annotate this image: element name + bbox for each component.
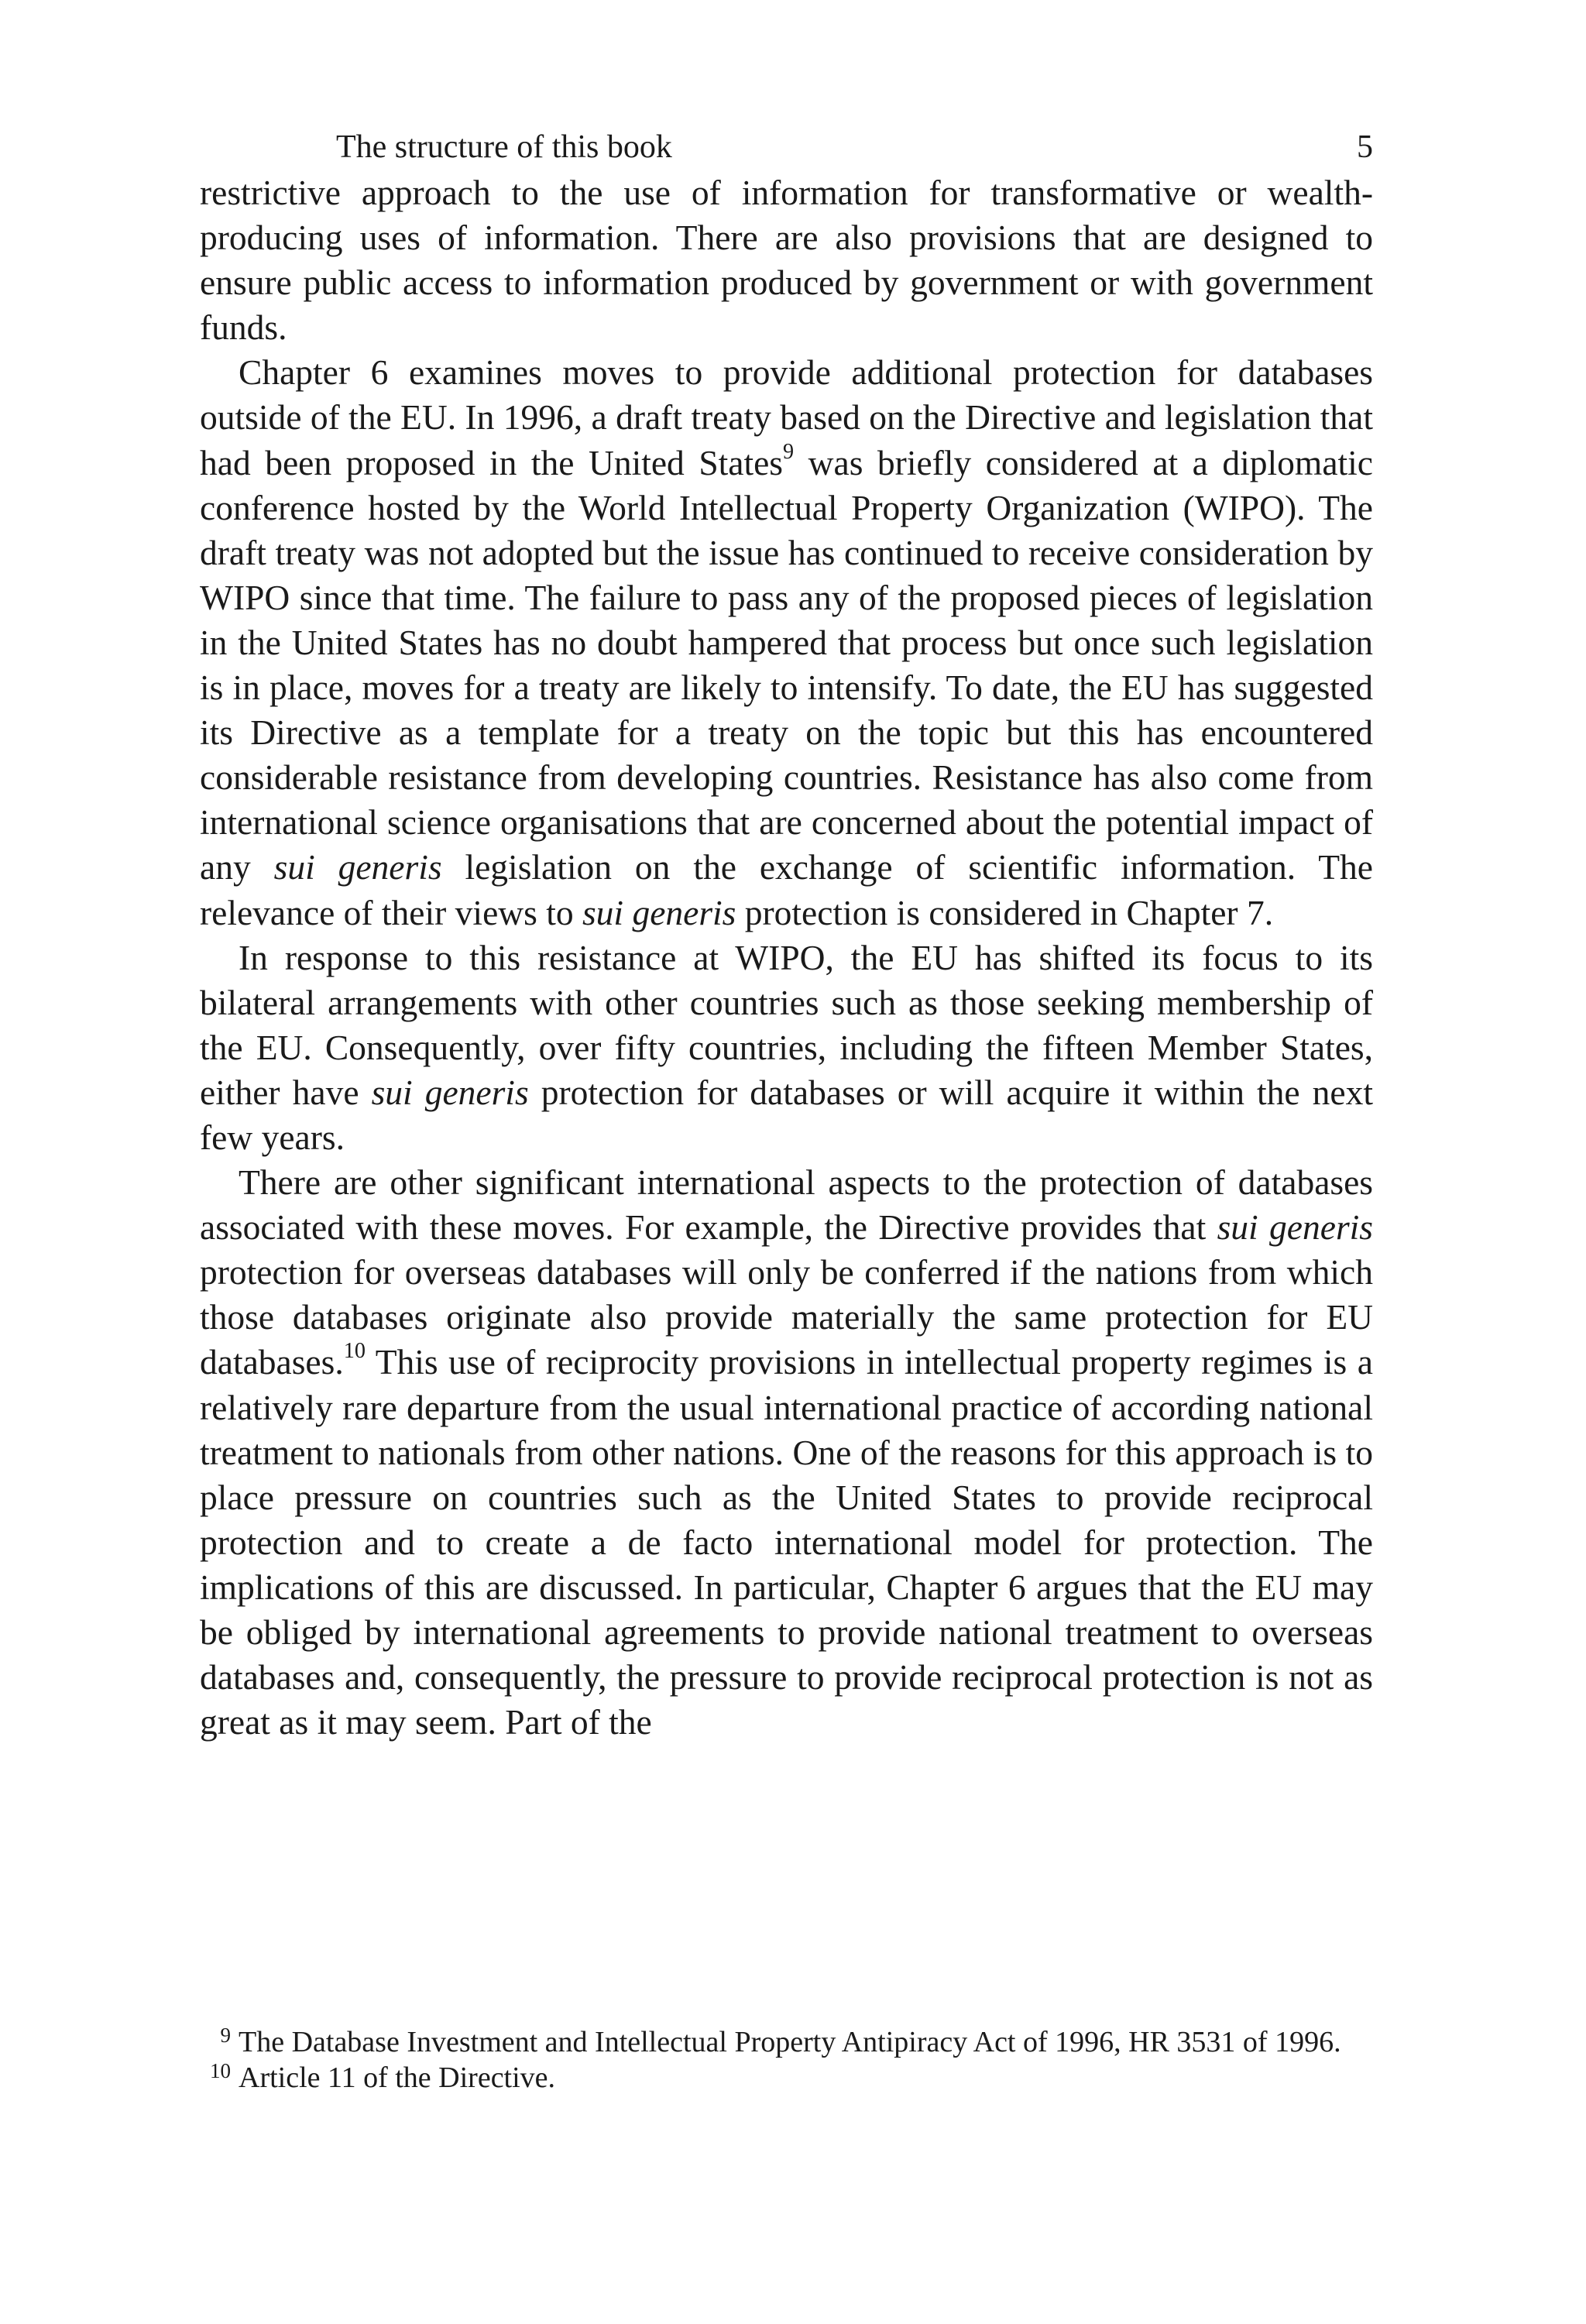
paragraph-3 [200, 935, 1373, 1160]
paragraph-3-text-b: protection for databases or will acquire it within the next few years. [200, 1072, 1374, 1157]
italic-term: sui generis [273, 847, 442, 887]
footnote-reference-10[interactable]: 10 [343, 1339, 366, 1364]
page-number: 5 [1357, 129, 1373, 165]
paragraph-4-text-a: There are other significant international aspects to the protection of databases associated with these moves. For example, the Directive provides that [200, 1162, 1373, 1248]
footnotes [200, 2025, 1373, 2095]
page [200, 124, 1373, 1745]
footnote-10 [200, 2061, 1373, 2095]
footnote-text: The Database Investment and Intellectual Property Antipiracy Act of 1996, HR 3531 of 1996. [239, 2026, 1341, 2058]
running-head [200, 124, 1373, 170]
footnote-text: Article 11 of the Directive. [239, 2061, 556, 2094]
paragraph-2-text-b: was briefly considered at a diplomatic conference hosted by the World Intellectual Property Organization (WIPO). The draft treaty was not adopted but the issue has continued to receive consideration by WIPO since that time. The failure to pass any of the proposed pieces of legislation in the United States has no doubt hampered that process but once such legislation is in place, moves for a treaty are likely to intensify. To date, the EU has suggested its Directive as a template for a treaty on the topic but this has encountered considerable resistance from developing countries. Resistance has also come from international science organisations that are concerned about the potential impact of any [200, 442, 1373, 887]
footnote-9 [200, 2025, 1373, 2059]
paragraph-3-text-a: In response to this resistance at WIPO, the EU has shifted its focus to its bilateral arrangements with other countries such as those seeking membership of the EU. Consequently, over fifty countries, including the fifteen Member States, either have [200, 937, 1373, 1112]
italic-term: sui generis [1217, 1207, 1373, 1248]
paragraph-1: restrictive approach to the use of information for transformative or wealth-producing uses of information. There are also provisions that are designed to ensure public access to information produced by government or with government funds. [200, 173, 1373, 348]
footnote-reference-9[interactable]: 9 [783, 439, 795, 464]
footnote-marker: 10 [210, 2059, 231, 2082]
paragraph-4-text-b: protection for overseas databases will only be conferred if the nations from which those databases originate also provide materially the same protection for EU databases. [200, 1252, 1373, 1382]
paragraph-4-text-c: This use of reciprocity provisions in intellectual property regimes is a relatively rare departure from the usual international practice of according national treatment to nationals from other nations. One of the reasons for this approach is to place pressure on countries such as the United States to provide reciprocal protection and to create a de facto international model for protection. The implications of this are discussed. In particular, Chapter 6 argues that the EU may be obliged by international agreements to provide national treatment to overseas databases and, consequently, the pressure to provide reciprocal protection is not as great as it may seem. Part of the [200, 1342, 1373, 1742]
paragraph-2-text-d: protection is considered in Chapter 7. [736, 892, 1274, 932]
footnote-marker: 9 [220, 2024, 231, 2047]
italic-term: sui generis [371, 1072, 529, 1112]
italic-term: sui generis [582, 892, 736, 932]
paragraph-2 [200, 350, 1373, 935]
paragraph-2-text-a: Chapter 6 examines moves to provide additional protection for databases outside of the EU. In 1996, a draft treaty based on the Directive and legislation that had been proposed in the United States [200, 352, 1373, 482]
running-head-title: The structure of this book [336, 129, 672, 165]
paragraph-4 [200, 1160, 1373, 1745]
body-text [200, 170, 1373, 1745]
paragraph-2-text-c: legislation on the exchange of scientific information. The relevance of their views to [200, 847, 1373, 932]
